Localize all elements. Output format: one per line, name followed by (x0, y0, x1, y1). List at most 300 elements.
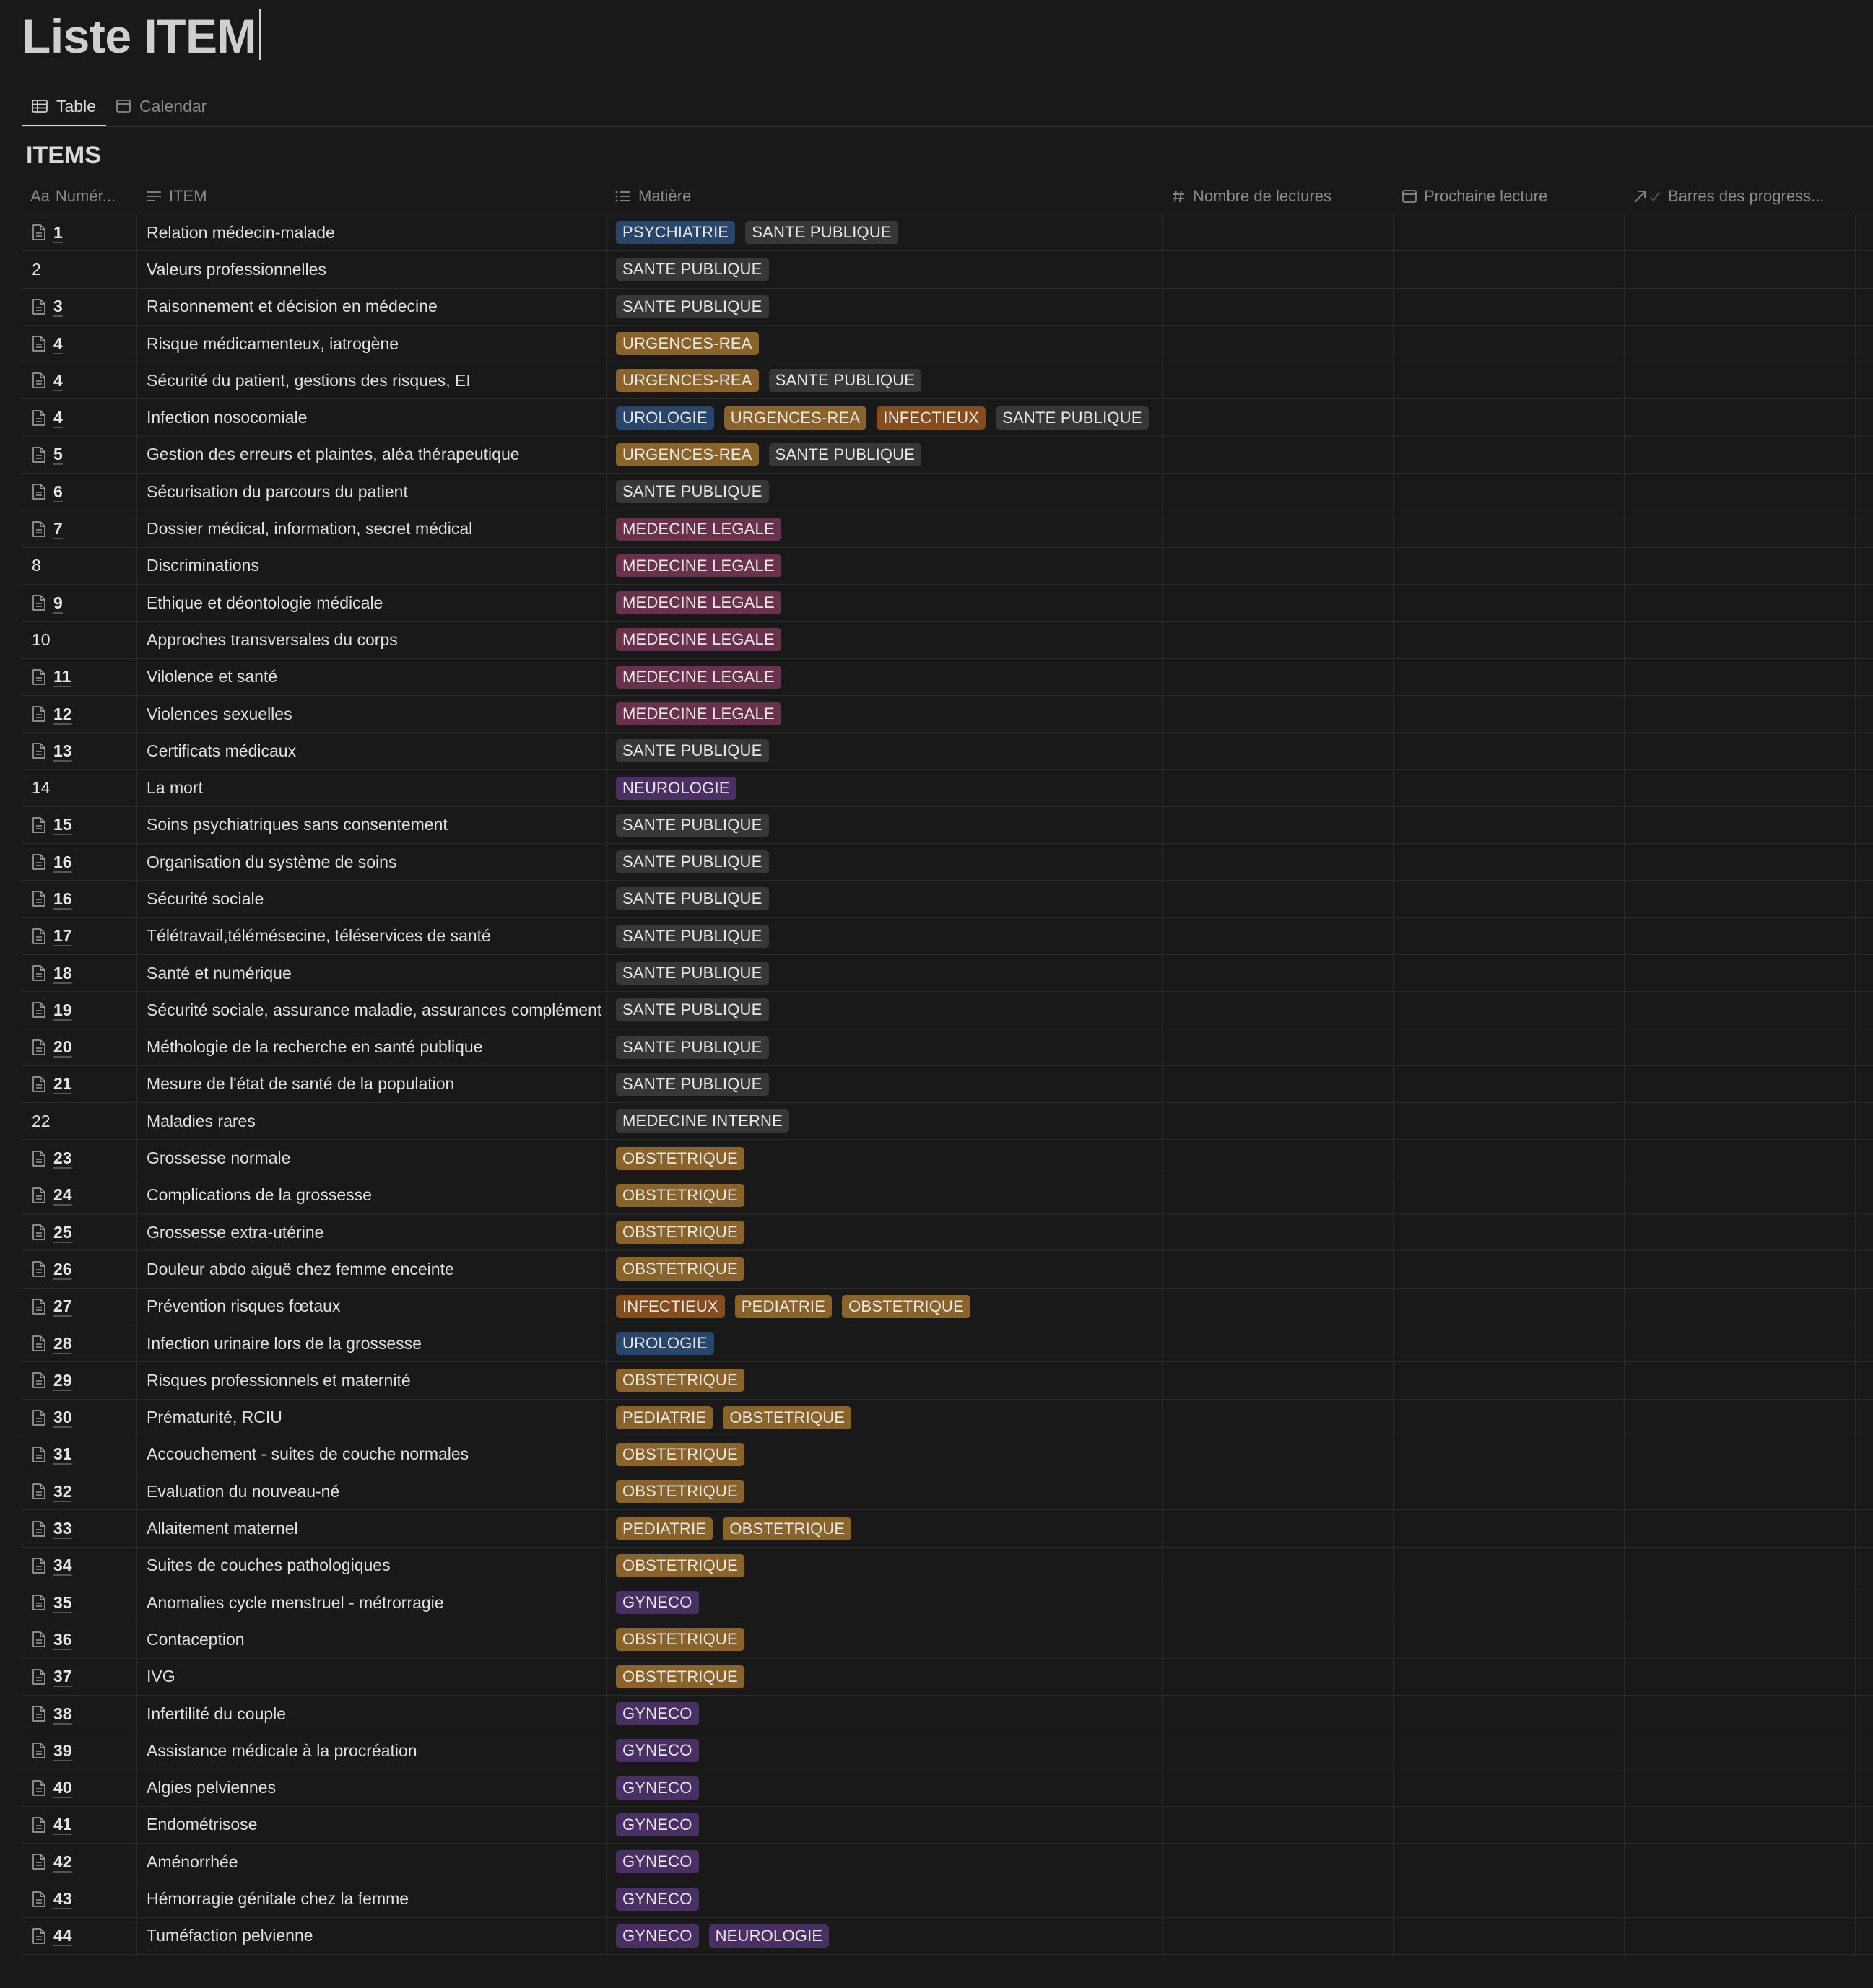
matiere-cell[interactable] (607, 289, 1163, 325)
table-row[interactable] (22, 1659, 1873, 1696)
prochaine-lecture-cell[interactable] (1394, 696, 1625, 732)
numero-cell[interactable] (22, 1029, 137, 1065)
numero-value[interactable]: 4 (53, 408, 63, 427)
table-row[interactable] (22, 474, 1873, 510)
table-row[interactable] (22, 1844, 1873, 1880)
matiere-cell[interactable] (607, 1473, 1163, 1509)
numero-value[interactable]: 14 (32, 778, 51, 798)
numero-value[interactable]: 15 (53, 815, 72, 834)
nombre-lectures-cell[interactable] (1163, 548, 1394, 584)
numero-value[interactable]: 31 (53, 1444, 72, 1464)
matiere-cell[interactable] (607, 1769, 1163, 1805)
item-cell[interactable] (137, 1066, 607, 1102)
nombre-lectures-cell[interactable] (1163, 807, 1394, 843)
table-row[interactable] (22, 362, 1873, 399)
progress-cell[interactable] (1625, 1029, 1856, 1065)
matiere-cell[interactable] (607, 659, 1163, 695)
numero-cell[interactable] (22, 399, 137, 435)
progress-cell[interactable] (1625, 362, 1856, 398)
matiere-cell[interactable] (607, 474, 1163, 510)
numero-value[interactable]: 44 (53, 1926, 72, 1945)
numero-value[interactable]: 23 (53, 1148, 72, 1168)
prochaine-lecture-cell[interactable] (1394, 1400, 1625, 1436)
item-cell[interactable] (137, 696, 607, 732)
item-cell[interactable] (137, 659, 607, 695)
numero-cell[interactable] (22, 696, 137, 732)
table-row[interactable] (22, 881, 1873, 917)
item-cell[interactable] (137, 1289, 607, 1325)
tab-table[interactable] (22, 85, 106, 127)
table-row[interactable] (22, 1325, 1873, 1362)
prochaine-lecture-cell[interactable] (1394, 548, 1625, 584)
prochaine-lecture-cell[interactable] (1394, 807, 1625, 843)
matiere-cell[interactable] (607, 1732, 1163, 1769)
numero-cell[interactable] (22, 474, 137, 510)
table-row[interactable] (22, 696, 1873, 733)
table-row[interactable] (22, 1732, 1873, 1769)
table-row[interactable] (22, 918, 1873, 955)
numero-value[interactable]: 16 (53, 852, 72, 871)
nombre-lectures-cell[interactable] (1163, 1362, 1394, 1398)
numero-value[interactable]: 6 (53, 481, 63, 501)
prochaine-lecture-cell[interactable] (1394, 1251, 1625, 1287)
numero-cell[interactable] (22, 770, 137, 806)
prochaine-lecture-cell[interactable] (1394, 1659, 1625, 1695)
prochaine-lecture-cell[interactable] (1394, 1621, 1625, 1657)
prochaine-lecture-cell[interactable] (1394, 437, 1625, 473)
table-row[interactable] (22, 289, 1873, 326)
nombre-lectures-cell[interactable] (1163, 955, 1394, 991)
table-row[interactable] (22, 548, 1873, 585)
numero-cell[interactable] (22, 1659, 137, 1695)
matiere-cell[interactable] (607, 881, 1163, 917)
numero-cell[interactable] (22, 1400, 137, 1436)
matiere-cell[interactable] (607, 1362, 1163, 1398)
numero-value[interactable]: 11 (53, 667, 71, 686)
numero-cell[interactable] (22, 1066, 137, 1102)
numero-value[interactable]: 25 (53, 1222, 72, 1242)
table-row[interactable] (22, 1177, 1873, 1214)
numero-cell[interactable] (22, 1696, 137, 1732)
nombre-lectures-cell[interactable] (1163, 881, 1394, 917)
matiere-cell[interactable] (607, 1696, 1163, 1732)
progress-cell[interactable] (1625, 214, 1856, 250)
item-cell[interactable] (137, 844, 607, 880)
numero-cell[interactable] (22, 548, 137, 584)
item-cell[interactable] (137, 399, 607, 435)
nombre-lectures-cell[interactable] (1163, 1325, 1394, 1361)
matiere-cell[interactable] (607, 1880, 1163, 1917)
nombre-lectures-cell[interactable] (1163, 251, 1394, 287)
progress-cell[interactable] (1625, 474, 1856, 510)
numero-cell[interactable] (22, 437, 137, 473)
matiere-cell[interactable] (607, 399, 1163, 435)
numero-value[interactable]: 4 (53, 333, 63, 353)
prochaine-lecture-cell[interactable] (1394, 1289, 1625, 1325)
numero-cell[interactable] (22, 1880, 137, 1917)
nombre-lectures-cell[interactable] (1163, 1807, 1394, 1843)
numero-value[interactable]: 10 (32, 629, 51, 649)
matiere-cell[interactable] (607, 1103, 1163, 1139)
progress-cell[interactable] (1625, 1621, 1856, 1657)
item-cell[interactable] (137, 585, 607, 621)
table-row[interactable] (22, 1214, 1873, 1251)
progress-cell[interactable] (1625, 1769, 1856, 1805)
nombre-lectures-cell[interactable] (1163, 1844, 1394, 1880)
matiere-cell[interactable] (607, 1289, 1163, 1325)
numero-value[interactable]: 1 (53, 222, 63, 242)
progress-cell[interactable] (1625, 696, 1856, 732)
progress-cell[interactable] (1625, 807, 1856, 843)
numero-value[interactable]: 42 (53, 1852, 72, 1871)
item-cell[interactable] (137, 622, 607, 658)
matiere-cell[interactable] (607, 992, 1163, 1028)
matiere-cell[interactable] (607, 844, 1163, 880)
nombre-lectures-cell[interactable] (1163, 1400, 1394, 1436)
item-cell[interactable] (137, 1177, 607, 1213)
numero-cell[interactable] (22, 585, 137, 621)
matiere-cell[interactable] (607, 955, 1163, 991)
progress-cell[interactable] (1625, 326, 1856, 362)
table-row[interactable] (22, 770, 1873, 806)
table-row[interactable] (22, 510, 1873, 547)
matiere-cell[interactable] (607, 1548, 1163, 1584)
item-cell[interactable] (137, 1251, 607, 1287)
prochaine-lecture-cell[interactable] (1394, 1029, 1625, 1065)
numero-value[interactable]: 7 (53, 519, 63, 539)
numero-cell[interactable] (22, 251, 137, 287)
numero-value[interactable]: 5 (53, 445, 63, 464)
item-cell[interactable] (137, 510, 607, 546)
numero-value[interactable]: 28 (53, 1333, 72, 1353)
prochaine-lecture-cell[interactable] (1394, 474, 1625, 510)
nombre-lectures-cell[interactable] (1163, 1732, 1394, 1769)
matiere-cell[interactable] (607, 1140, 1163, 1176)
nombre-lectures-cell[interactable] (1163, 992, 1394, 1028)
table-row[interactable] (22, 214, 1873, 251)
table-row[interactable] (22, 326, 1873, 362)
table-row[interactable] (22, 1880, 1873, 1917)
numero-value[interactable]: 3 (53, 297, 63, 316)
table-row[interactable] (22, 1696, 1873, 1732)
numero-cell[interactable] (22, 733, 137, 769)
table-row[interactable] (22, 992, 1873, 1029)
numero-value[interactable]: 21 (53, 1074, 72, 1094)
numero-cell[interactable] (22, 1548, 137, 1584)
progress-cell[interactable] (1625, 733, 1856, 769)
table-row[interactable] (22, 1548, 1873, 1584)
column-header-nombre-lectures[interactable]: Nombre de lectures (1163, 179, 1394, 214)
item-cell[interactable] (137, 955, 607, 991)
table-row[interactable] (22, 1584, 1873, 1621)
progress-cell[interactable] (1625, 1140, 1856, 1176)
prochaine-lecture-cell[interactable] (1394, 918, 1625, 954)
matiere-cell[interactable] (607, 1214, 1163, 1250)
matiere-cell[interactable] (607, 510, 1163, 546)
nombre-lectures-cell[interactable] (1163, 1548, 1394, 1584)
column-header-matiere[interactable]: Matière (607, 179, 1163, 214)
item-cell[interactable] (137, 1400, 607, 1436)
item-cell[interactable] (137, 1029, 607, 1065)
numero-value[interactable]: 13 (53, 741, 72, 760)
prochaine-lecture-cell[interactable] (1394, 1918, 1625, 1954)
database-title[interactable]: ITEMS (26, 141, 101, 169)
numero-value[interactable]: 4 (53, 370, 63, 390)
numero-cell[interactable] (22, 659, 137, 695)
numero-cell[interactable] (22, 992, 137, 1028)
numero-value[interactable]: 18 (53, 963, 72, 982)
progress-cell[interactable] (1625, 1844, 1856, 1880)
nombre-lectures-cell[interactable] (1163, 326, 1394, 362)
matiere-cell[interactable] (607, 1436, 1163, 1473)
table-row[interactable] (22, 955, 1873, 992)
nombre-lectures-cell[interactable] (1163, 1769, 1394, 1805)
item-cell[interactable] (137, 1436, 607, 1473)
prochaine-lecture-cell[interactable] (1394, 992, 1625, 1028)
table-row[interactable] (22, 1066, 1873, 1103)
numero-value[interactable]: 17 (53, 926, 72, 946)
progress-cell[interactable] (1625, 1918, 1856, 1954)
matiere-cell[interactable] (607, 1621, 1163, 1657)
table-row[interactable] (22, 844, 1873, 881)
progress-cell[interactable] (1625, 1732, 1856, 1769)
nombre-lectures-cell[interactable] (1163, 1029, 1394, 1065)
item-cell[interactable] (137, 992, 607, 1028)
prochaine-lecture-cell[interactable] (1394, 733, 1625, 769)
table-row[interactable] (22, 659, 1873, 696)
numero-cell[interactable] (22, 1177, 137, 1213)
progress-cell[interactable] (1625, 289, 1856, 325)
item-cell[interactable] (137, 1918, 607, 1954)
prochaine-lecture-cell[interactable] (1394, 326, 1625, 362)
progress-cell[interactable] (1625, 1436, 1856, 1473)
progress-cell[interactable] (1625, 251, 1856, 287)
table-row[interactable] (22, 622, 1873, 658)
prochaine-lecture-cell[interactable] (1394, 362, 1625, 398)
matiere-cell[interactable] (607, 1844, 1163, 1880)
nombre-lectures-cell[interactable] (1163, 733, 1394, 769)
item-cell[interactable] (137, 362, 607, 398)
matiere-cell[interactable] (607, 1251, 1163, 1287)
matiere-cell[interactable] (607, 1400, 1163, 1436)
item-cell[interactable] (137, 1880, 607, 1917)
numero-cell[interactable] (22, 881, 137, 917)
numero-cell[interactable] (22, 622, 137, 658)
progress-cell[interactable] (1625, 1807, 1856, 1843)
numero-cell[interactable] (22, 326, 137, 362)
nombre-lectures-cell[interactable] (1163, 1214, 1394, 1250)
matiere-cell[interactable] (607, 437, 1163, 473)
item-cell[interactable] (137, 1103, 607, 1139)
numero-cell[interactable] (22, 844, 137, 880)
numero-cell[interactable] (22, 1473, 137, 1509)
numero-cell[interactable] (22, 1251, 137, 1287)
table-row[interactable] (22, 1473, 1873, 1510)
table-row[interactable] (22, 251, 1873, 288)
numero-value[interactable]: 2 (32, 259, 41, 279)
prochaine-lecture-cell[interactable] (1394, 1807, 1625, 1843)
numero-value[interactable]: 43 (53, 1889, 72, 1908)
item-cell[interactable] (137, 1548, 607, 1584)
item-cell[interactable] (137, 251, 607, 287)
numero-cell[interactable] (22, 1621, 137, 1657)
numero-cell[interactable] (22, 289, 137, 325)
prochaine-lecture-cell[interactable] (1394, 1584, 1625, 1621)
column-header-numero[interactable]: Aa Numér... (30, 187, 116, 205)
numero-value[interactable]: 38 (53, 1704, 72, 1723)
numero-value[interactable]: 39 (53, 1740, 72, 1760)
item-cell[interactable] (137, 1584, 607, 1621)
prochaine-lecture-cell[interactable] (1394, 1548, 1625, 1584)
nombre-lectures-cell[interactable] (1163, 696, 1394, 732)
progress-cell[interactable] (1625, 1214, 1856, 1250)
matiere-cell[interactable] (607, 1659, 1163, 1695)
nombre-lectures-cell[interactable] (1163, 1103, 1394, 1139)
prochaine-lecture-cell[interactable] (1394, 659, 1625, 695)
progress-cell[interactable] (1625, 1103, 1856, 1139)
prochaine-lecture-cell[interactable] (1394, 1732, 1625, 1769)
item-cell[interactable] (137, 1696, 607, 1732)
item-cell[interactable] (137, 289, 607, 325)
prochaine-lecture-cell[interactable] (1394, 622, 1625, 658)
table-row[interactable] (22, 1400, 1873, 1436)
item-cell[interactable] (137, 214, 607, 250)
item-cell[interactable] (137, 1362, 607, 1398)
table-row[interactable] (22, 585, 1873, 622)
table-row[interactable] (22, 399, 1873, 436)
numero-value[interactable]: 33 (53, 1519, 72, 1538)
nombre-lectures-cell[interactable] (1163, 1584, 1394, 1621)
tab-calendar[interactable] (106, 85, 217, 127)
numero-cell[interactable] (22, 1732, 137, 1769)
nombre-lectures-cell[interactable] (1163, 1696, 1394, 1732)
progress-cell[interactable] (1625, 881, 1856, 917)
progress-cell[interactable] (1625, 437, 1856, 473)
nombre-lectures-cell[interactable] (1163, 289, 1394, 325)
nombre-lectures-cell[interactable] (1163, 1066, 1394, 1102)
numero-cell[interactable] (22, 807, 137, 843)
progress-cell[interactable] (1625, 659, 1856, 695)
numero-cell[interactable] (22, 1325, 137, 1361)
prochaine-lecture-cell[interactable] (1394, 1769, 1625, 1805)
numero-cell[interactable] (22, 1103, 137, 1139)
prochaine-lecture-cell[interactable] (1394, 1844, 1625, 1880)
prochaine-lecture-cell[interactable] (1394, 251, 1625, 287)
matiere-cell[interactable] (607, 1325, 1163, 1361)
page-title[interactable]: Liste ITEM (22, 6, 261, 68)
table-row[interactable] (22, 1289, 1873, 1325)
prochaine-lecture-cell[interactable] (1394, 1214, 1625, 1250)
progress-cell[interactable] (1625, 844, 1856, 880)
progress-cell[interactable] (1625, 548, 1856, 584)
table-row[interactable] (22, 1140, 1873, 1177)
nombre-lectures-cell[interactable] (1163, 1510, 1394, 1546)
item-cell[interactable] (137, 437, 607, 473)
prochaine-lecture-cell[interactable] (1394, 1473, 1625, 1509)
nombre-lectures-cell[interactable] (1163, 918, 1394, 954)
nombre-lectures-cell[interactable] (1163, 1621, 1394, 1657)
numero-value[interactable]: 36 (53, 1629, 72, 1649)
numero-cell[interactable] (22, 1807, 137, 1843)
numero-value[interactable]: 35 (53, 1592, 72, 1612)
nombre-lectures-cell[interactable] (1163, 1918, 1394, 1954)
progress-cell[interactable] (1625, 955, 1856, 991)
item-cell[interactable] (137, 1325, 607, 1361)
matiere-cell[interactable] (607, 548, 1163, 584)
nombre-lectures-cell[interactable] (1163, 399, 1394, 435)
numero-value[interactable]: 20 (53, 1037, 72, 1057)
numero-value[interactable]: 34 (53, 1556, 72, 1575)
item-cell[interactable] (137, 1732, 607, 1769)
matiere-cell[interactable] (607, 622, 1163, 658)
nombre-lectures-cell[interactable] (1163, 1251, 1394, 1287)
table-row[interactable] (22, 1769, 1873, 1806)
matiere-cell[interactable] (607, 1177, 1163, 1213)
prochaine-lecture-cell[interactable] (1394, 1696, 1625, 1732)
numero-cell[interactable] (22, 1769, 137, 1805)
table-row[interactable] (22, 1621, 1873, 1658)
prochaine-lecture-cell[interactable] (1394, 1177, 1625, 1213)
item-cell[interactable] (137, 733, 607, 769)
item-cell[interactable] (137, 1769, 607, 1805)
matiere-cell[interactable] (607, 1066, 1163, 1102)
item-cell[interactable] (137, 770, 607, 806)
prochaine-lecture-cell[interactable] (1394, 955, 1625, 991)
matiere-cell[interactable] (607, 585, 1163, 621)
item-cell[interactable] (137, 918, 607, 954)
nombre-lectures-cell[interactable] (1163, 1289, 1394, 1325)
table-row[interactable] (22, 1029, 1873, 1066)
table-row[interactable] (22, 1918, 1873, 1955)
prochaine-lecture-cell[interactable] (1394, 1510, 1625, 1546)
progress-cell[interactable] (1625, 1510, 1856, 1546)
numero-value[interactable]: 27 (53, 1296, 72, 1316)
matiere-cell[interactable] (607, 1584, 1163, 1621)
prochaine-lecture-cell[interactable] (1394, 844, 1625, 880)
progress-cell[interactable] (1625, 585, 1856, 621)
matiere-cell[interactable] (607, 733, 1163, 769)
column-header-prochaine-lecture[interactable]: Prochaine lecture (1394, 179, 1625, 214)
nombre-lectures-cell[interactable] (1163, 1659, 1394, 1695)
nombre-lectures-cell[interactable] (1163, 474, 1394, 510)
matiere-cell[interactable] (607, 251, 1163, 287)
prochaine-lecture-cell[interactable] (1394, 881, 1625, 917)
numero-value[interactable]: 22 (32, 1111, 51, 1130)
numero-value[interactable]: 32 (53, 1481, 72, 1501)
numero-value[interactable]: 19 (53, 1000, 72, 1019)
progress-cell[interactable] (1625, 1696, 1856, 1732)
matiere-cell[interactable] (607, 1807, 1163, 1843)
numero-cell[interactable] (22, 1289, 137, 1325)
numero-value[interactable]: 8 (32, 556, 41, 575)
matiere-cell[interactable] (607, 214, 1163, 250)
numero-cell[interactable] (22, 510, 137, 546)
numero-cell[interactable] (22, 1214, 137, 1250)
prochaine-lecture-cell[interactable] (1394, 1880, 1625, 1917)
progress-cell[interactable] (1625, 1066, 1856, 1102)
progress-cell[interactable] (1625, 1289, 1856, 1325)
column-header-item[interactable]: ITEM (137, 179, 607, 214)
item-cell[interactable] (137, 1844, 607, 1880)
nombre-lectures-cell[interactable] (1163, 214, 1394, 250)
numero-value[interactable]: 41 (53, 1815, 72, 1834)
matiere-cell[interactable] (607, 696, 1163, 732)
matiere-cell[interactable] (607, 1918, 1163, 1954)
nombre-lectures-cell[interactable] (1163, 585, 1394, 621)
progress-cell[interactable] (1625, 1362, 1856, 1398)
item-cell[interactable] (137, 474, 607, 510)
numero-value[interactable]: 40 (53, 1778, 72, 1797)
